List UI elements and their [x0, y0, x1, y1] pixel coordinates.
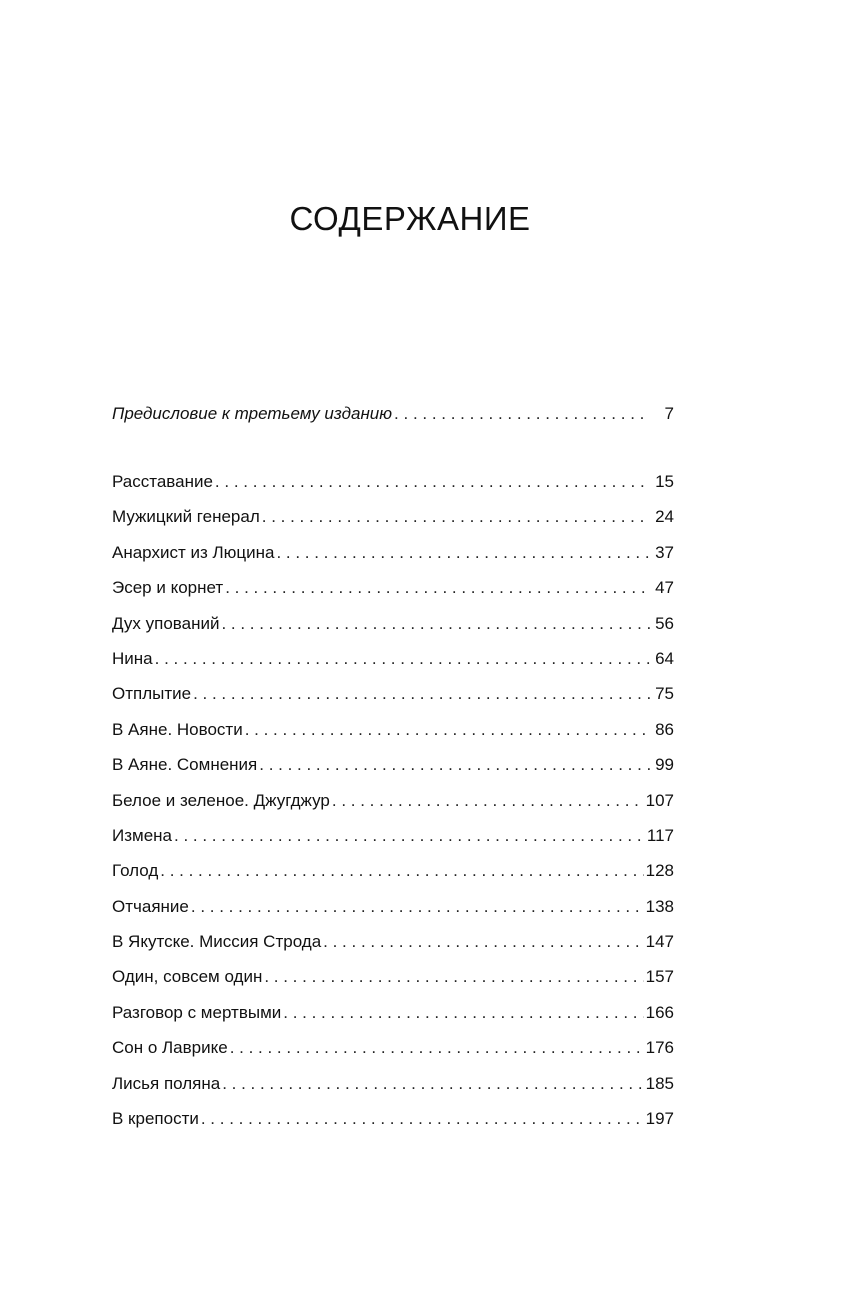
toc-entry[interactable] [112, 647, 674, 682]
toc-entry[interactable] [112, 470, 674, 505]
toc-entry[interactable] [112, 1001, 674, 1036]
toc-entry-title: Лисья поляна [112, 1073, 221, 1093]
dot-leader [276, 541, 650, 565]
toc-entry-page: 128 [645, 861, 674, 881]
toc-entry-page: 185 [645, 1073, 674, 1093]
toc-entry[interactable] [112, 824, 674, 859]
toc-entry[interactable] [112, 576, 674, 611]
dot-leader [262, 505, 650, 529]
toc-entry[interactable] [112, 753, 674, 788]
toc-entry[interactable] [112, 895, 674, 930]
toc-entry-page: 86 [655, 719, 674, 739]
toc-entry-title: Мужицкий генерал [112, 507, 260, 527]
toc-entry-title: Отплытие [112, 684, 192, 704]
toc-entry-title: Белое и зеленое. Джугджур [112, 790, 330, 810]
toc-entry-page: 15 [655, 472, 674, 491]
dot-leader [283, 1001, 643, 1025]
toc-entry-page: 166 [645, 1002, 674, 1022]
toc-entry-page: 157 [645, 967, 674, 987]
dot-leader [225, 576, 650, 600]
toc-chapter-list [112, 470, 674, 1142]
toc-entry-title: В Аяне. Новости [112, 719, 243, 739]
dot-leader [332, 789, 644, 813]
toc-entry[interactable] [112, 505, 674, 540]
toc-entry[interactable] [112, 789, 674, 824]
toc-entry[interactable] [112, 541, 674, 576]
toc-entry-title: Предисловие к третьему изданию [112, 404, 393, 423]
toc-entry-title: Эсер и корнет [112, 578, 224, 598]
toc-entry-page: 147 [645, 932, 674, 952]
toc-entry-page: 37 [655, 542, 674, 562]
toc-entry[interactable] [112, 718, 674, 753]
toc-entry-page: 99 [655, 755, 674, 775]
toc-entry-title: В Якутске. Миссия Строда [112, 932, 322, 952]
toc-entry-title: Дух упований [112, 613, 220, 633]
toc-entry-title: Отчаяние [112, 896, 189, 916]
dot-leader [160, 859, 643, 883]
toc-entry[interactable] [112, 682, 674, 717]
toc-preface [112, 402, 674, 437]
toc-entry-title: Разговор с мертвыми [112, 1002, 282, 1022]
toc-entry-title: Расставание [112, 472, 213, 491]
dot-leader [193, 682, 650, 706]
dot-leader [174, 824, 645, 848]
dot-leader [264, 965, 643, 989]
toc-entry-page: 107 [645, 790, 674, 810]
dot-leader [201, 1107, 644, 1131]
toc-entry-title: Один, совсем один [112, 967, 263, 987]
toc-entry[interactable] [112, 612, 674, 647]
dot-leader [155, 647, 650, 671]
toc-entry-page: 56 [655, 613, 674, 633]
dot-leader [259, 753, 650, 777]
toc-entry[interactable] [112, 965, 674, 1000]
dot-leader [215, 470, 650, 494]
toc-entry-title: Измена [112, 825, 172, 845]
toc-entry-title: Сон о Лаврике [112, 1038, 228, 1058]
dot-leader [245, 718, 650, 742]
toc-entry-title: Голод [112, 861, 159, 881]
toc-entry-page: 138 [645, 896, 674, 916]
toc-entry-page: 117 [646, 825, 674, 845]
toc-entry-page: 64 [655, 648, 674, 668]
toc-entry-page: 75 [655, 684, 674, 704]
toc-entry[interactable] [112, 1036, 674, 1071]
toc-entry-preface[interactable] [112, 402, 674, 437]
toc-entry-page: 24 [655, 507, 674, 527]
dot-leader [221, 612, 650, 636]
dot-leader [323, 930, 643, 954]
toc-entry-page: 197 [645, 1109, 674, 1129]
toc-entry-title: Анархист из Люцина [112, 542, 275, 562]
toc-entry-title: В крепости [112, 1109, 199, 1129]
toc-entry-title: Нина [112, 648, 153, 668]
dot-leader [230, 1036, 644, 1060]
toc-entry[interactable] [112, 1072, 674, 1107]
toc-entry[interactable] [112, 930, 674, 965]
toc-entry-title: В Аяне. Сомнения [112, 755, 258, 775]
dot-leader [222, 1072, 643, 1096]
dot-leader [191, 895, 644, 919]
toc-entry-page: 7 [664, 404, 674, 423]
toc-entry[interactable] [112, 1107, 674, 1142]
toc-entry-page: 176 [645, 1038, 674, 1058]
toc-entry-page: 47 [655, 578, 674, 598]
toc-entry[interactable] [112, 859, 674, 894]
page-title: СОДЕРЖАНИЕ [289, 200, 531, 237]
dot-leader [394, 402, 650, 426]
